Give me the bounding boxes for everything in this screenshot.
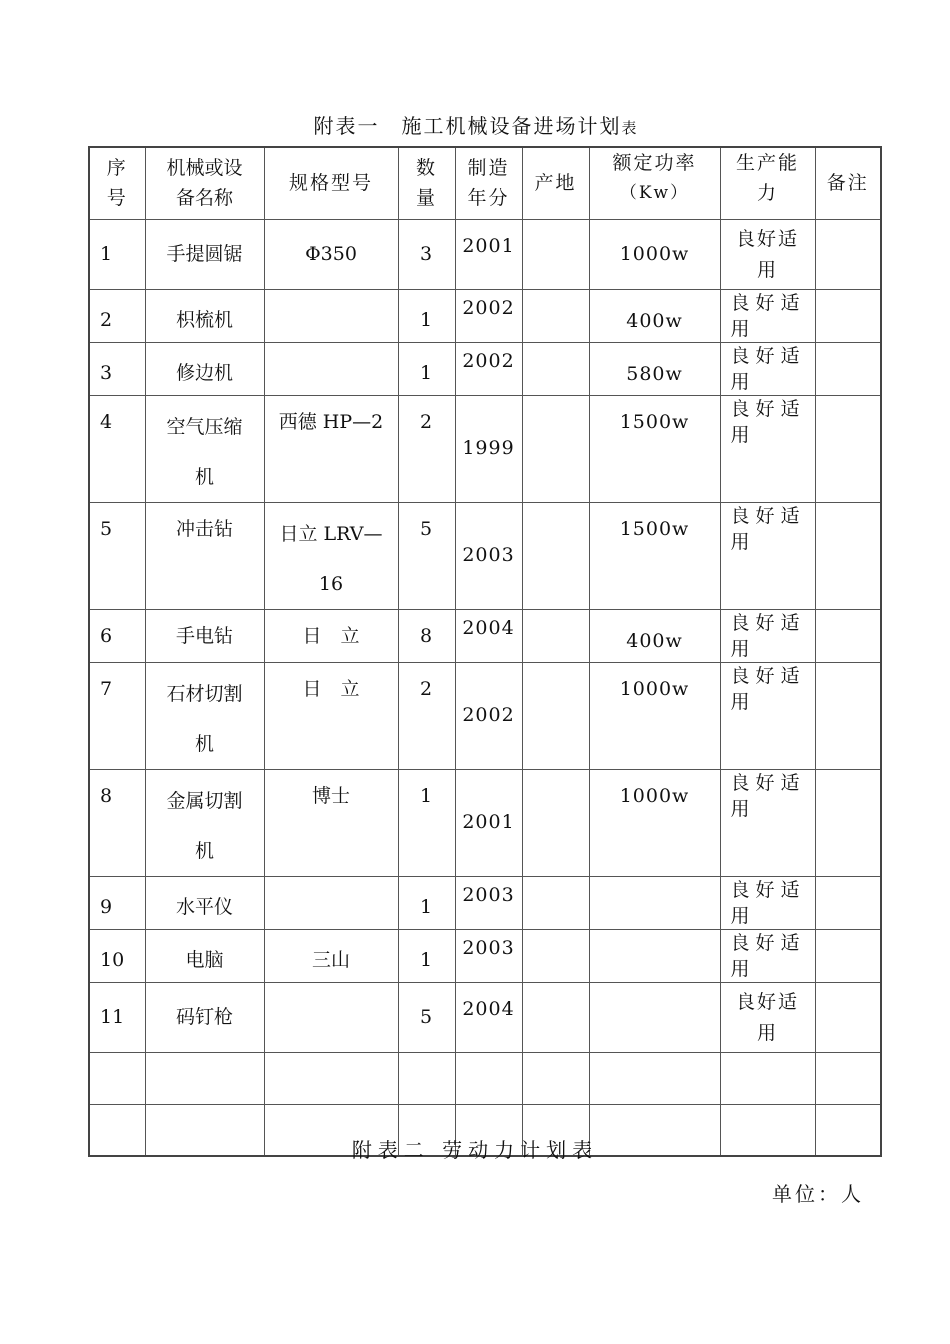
cell-no: 3 bbox=[89, 342, 145, 395]
empty-cell bbox=[264, 1052, 398, 1104]
cell-qty: 2 bbox=[398, 662, 455, 769]
empty-cell bbox=[720, 1052, 815, 1104]
table-row bbox=[89, 929, 881, 982]
empty-cell bbox=[589, 1052, 720, 1104]
cell-power: 400w bbox=[589, 609, 720, 662]
cell-spec: 日 立 bbox=[264, 609, 398, 662]
cell-name: 空气压缩 机 bbox=[145, 395, 264, 502]
cell-capacity: 良好适用 bbox=[720, 502, 815, 609]
cell-capacity: 良好适用 bbox=[720, 395, 815, 502]
empty-row bbox=[89, 1052, 881, 1104]
table-row bbox=[89, 342, 881, 395]
cell-name: 水平仪 bbox=[145, 876, 264, 929]
cell-spec bbox=[264, 342, 398, 395]
cell-year: 1999 bbox=[455, 395, 522, 502]
cell-power bbox=[589, 929, 720, 982]
header-year: 制造 年分 bbox=[455, 147, 522, 219]
cell-no: 2 bbox=[89, 289, 145, 342]
cell-power: 1000w bbox=[589, 662, 720, 769]
empty-cell bbox=[398, 1052, 455, 1104]
cell-note bbox=[815, 876, 881, 929]
cell-capacity: 良好适用 bbox=[720, 289, 815, 342]
cell-power: 580w bbox=[589, 342, 720, 395]
cell-note bbox=[815, 502, 881, 609]
cell-qty: 5 bbox=[398, 502, 455, 609]
cell-no: 10 bbox=[89, 929, 145, 982]
cell-year: 2004 bbox=[455, 982, 522, 1052]
cell-name: 金属切割 机 bbox=[145, 769, 264, 876]
cell-spec bbox=[264, 982, 398, 1052]
cell-note bbox=[815, 929, 881, 982]
cell-origin bbox=[522, 289, 589, 342]
cell-no: 6 bbox=[89, 609, 145, 662]
cell-year: 2004 bbox=[455, 609, 522, 662]
header-row bbox=[89, 147, 881, 219]
cell-name: 手提圆锯 bbox=[145, 219, 264, 289]
cell-qty: 2 bbox=[398, 395, 455, 502]
header-no: 序 号 bbox=[89, 147, 145, 219]
header-spec: 规格型号 bbox=[264, 147, 398, 219]
empty-cell bbox=[89, 1052, 145, 1104]
table-row bbox=[89, 219, 881, 289]
cell-year: 2001 bbox=[455, 769, 522, 876]
unit-label: 单位：人 bbox=[772, 1182, 864, 1206]
cell-origin bbox=[522, 609, 589, 662]
empty-cell bbox=[815, 1052, 881, 1104]
cell-note bbox=[815, 395, 881, 502]
cell-spec bbox=[264, 876, 398, 929]
table-row bbox=[89, 289, 881, 342]
table-row bbox=[89, 769, 881, 876]
cell-qty: 1 bbox=[398, 876, 455, 929]
cell-qty: 1 bbox=[398, 289, 455, 342]
cell-spec: 三山 bbox=[264, 929, 398, 982]
cell-note bbox=[815, 289, 881, 342]
cell-year: 2002 bbox=[455, 342, 522, 395]
cell-note bbox=[815, 982, 881, 1052]
cell-name: 冲击钻 bbox=[145, 502, 264, 609]
header-qty: 数 量 bbox=[398, 147, 455, 219]
cell-no: 11 bbox=[89, 982, 145, 1052]
cell-qty: 1 bbox=[398, 769, 455, 876]
table1-title: 附表一 施工机械设备进场计划表 bbox=[313, 114, 637, 138]
cell-origin bbox=[522, 769, 589, 876]
cell-spec: 西德 HP—2 bbox=[264, 395, 398, 502]
cell-note bbox=[815, 769, 881, 876]
cell-origin bbox=[522, 982, 589, 1052]
cell-year: 2002 bbox=[455, 289, 522, 342]
cell-capacity: 良好适用 bbox=[720, 609, 815, 662]
cell-spec: 日 立 bbox=[264, 662, 398, 769]
cell-name: 电脑 bbox=[145, 929, 264, 982]
cell-year: 2002 bbox=[455, 662, 522, 769]
cell-no: 5 bbox=[89, 502, 145, 609]
cell-origin bbox=[522, 876, 589, 929]
cell-spec: Φ350 bbox=[264, 219, 398, 289]
cell-qty: 1 bbox=[398, 342, 455, 395]
header-name: 机械或设 备名称 bbox=[145, 147, 264, 219]
cell-origin bbox=[522, 502, 589, 609]
table-row bbox=[89, 395, 881, 502]
cell-qty: 3 bbox=[398, 219, 455, 289]
cell-note bbox=[815, 219, 881, 289]
cell-origin bbox=[522, 929, 589, 982]
empty-cell bbox=[455, 1052, 522, 1104]
header-note: 备注 bbox=[815, 147, 881, 219]
cell-power: 400w bbox=[589, 289, 720, 342]
table2-title: 附表二 劳动力计划表 bbox=[351, 1138, 599, 1162]
empty-cell bbox=[522, 1052, 589, 1104]
cell-no: 9 bbox=[89, 876, 145, 929]
cell-name: 修边机 bbox=[145, 342, 264, 395]
cell-spec: 日立 LRV— 16 bbox=[264, 502, 398, 609]
cell-spec: 博士 bbox=[264, 769, 398, 876]
cell-qty: 8 bbox=[398, 609, 455, 662]
cell-spec bbox=[264, 289, 398, 342]
cell-power: 1500w bbox=[589, 395, 720, 502]
cell-no: 4 bbox=[89, 395, 145, 502]
table-row bbox=[89, 982, 881, 1052]
header-origin: 产地 bbox=[522, 147, 589, 219]
cell-name: 枳梳机 bbox=[145, 289, 264, 342]
empty-cell bbox=[145, 1052, 264, 1104]
cell-power bbox=[589, 876, 720, 929]
table-row bbox=[89, 662, 881, 769]
cell-qty: 1 bbox=[398, 929, 455, 982]
cell-power bbox=[589, 982, 720, 1052]
table-row bbox=[89, 609, 881, 662]
cell-capacity: 良好适用 bbox=[720, 876, 815, 929]
cell-year: 2003 bbox=[455, 502, 522, 609]
cell-name: 码钉枪 bbox=[145, 982, 264, 1052]
table-row bbox=[89, 502, 881, 609]
cell-capacity: 良好适 用 bbox=[720, 982, 815, 1052]
cell-capacity: 良好适用 bbox=[720, 662, 815, 769]
cell-capacity: 良好适用 bbox=[720, 342, 815, 395]
header-capacity: 生产能 力 bbox=[720, 147, 815, 219]
cell-name: 石材切割 机 bbox=[145, 662, 264, 769]
cell-origin bbox=[522, 662, 589, 769]
cell-note bbox=[815, 662, 881, 769]
cell-name: 手电钻 bbox=[145, 609, 264, 662]
cell-year: 2001 bbox=[455, 219, 522, 289]
cell-origin bbox=[522, 219, 589, 289]
cell-power: 1000w bbox=[589, 769, 720, 876]
cell-no: 1 bbox=[89, 219, 145, 289]
cell-year: 2003 bbox=[455, 876, 522, 929]
cell-capacity: 良好适用 bbox=[720, 929, 815, 982]
cell-note bbox=[815, 342, 881, 395]
equipment-plan-table bbox=[88, 146, 882, 1157]
cell-power: 1500w bbox=[589, 502, 720, 609]
header-power: 额定功率 （Kw） bbox=[589, 147, 720, 219]
cell-year: 2003 bbox=[455, 929, 522, 982]
cell-capacity: 良好适用 bbox=[720, 769, 815, 876]
cell-origin bbox=[522, 395, 589, 502]
cell-power: 1000w bbox=[589, 219, 720, 289]
cell-qty: 5 bbox=[398, 982, 455, 1052]
cell-note bbox=[815, 609, 881, 662]
table-row bbox=[89, 876, 881, 929]
cell-no: 8 bbox=[89, 769, 145, 876]
cell-capacity: 良好适 用 bbox=[720, 219, 815, 289]
cell-origin bbox=[522, 342, 589, 395]
cell-no: 7 bbox=[89, 662, 145, 769]
